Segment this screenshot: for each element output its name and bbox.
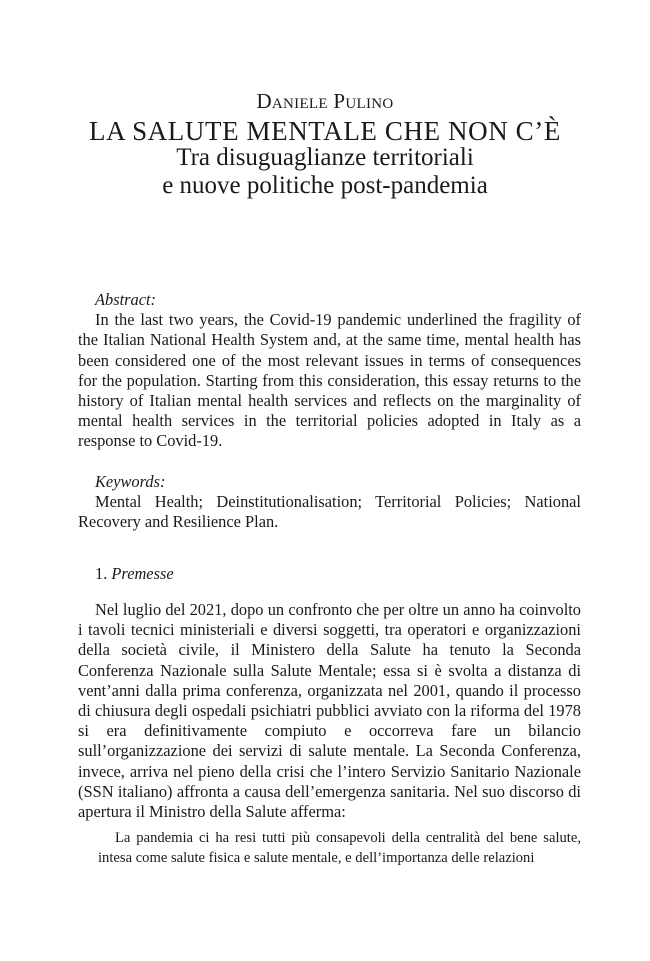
article-title: LA SALUTE MENTALE CHE NON C’È	[89, 116, 561, 146]
block-quote: La pandemia ci ha resi tutti più consapevoli della centralità del bene salute, intesa come salute fisica e salute mentale, e dell’importanza delle relazioni	[98, 830, 581, 866]
section-title: Premesse	[111, 564, 174, 583]
subtitle-line-1: Tra disuguaglianze territoriali	[176, 144, 474, 171]
keywords-label: Keywords:	[95, 472, 166, 491]
subtitle-line-2: e nuove politiche post-pandemia	[162, 172, 488, 199]
article-subtitle	[0, 144, 650, 200]
section-number: 1.	[95, 564, 108, 583]
section-heading	[95, 564, 174, 584]
author-name: Daniele Pulino	[256, 89, 394, 113]
body-paragraph: Nel luglio del 2021, dopo un confronto che per oltre un anno ha coinvolto i tavoli tecnici ministeriali e diversi soggetti, tra operatori e organizzazioni della società civile, il Ministero della Salute ha tenuto la Seconda Conferenza Nazionale sulla Salute Mentale; essa si è svolta a distanza di vent’anni dalla prima conferenza, organizzata nel 2001, quando il processo di chiusura degli ospedali psichiatri pubblici avviato con la riforma del 1978 si era definitivamente compiuto e occorreva fare un bilancio sull’organizzazione dei servizi di salute mentale. La Seconda Conferenza, invece, arriva nel pieno della crisi che l’intero Servizio Sanitario Nazionale (SSN italiano) affronta a causa dell’emergenza sanitaria. Nel suo discorso di apertura il Ministro della Salute afferma:	[78, 600, 581, 822]
abstract-section	[78, 290, 581, 452]
keywords-text: Mental Health; Deinstitutionalisation; Territorial Policies; National Recovery and Resilience Plan.	[78, 492, 581, 532]
keywords-section	[78, 472, 581, 533]
abstract-label: Abstract:	[95, 290, 157, 309]
body-section	[78, 600, 581, 822]
abstract-text: In the last two years, the Covid-19 pandemic underlined the fragility of the Italian National Health System and, at the same time, mental health has been considered one of the most relevant issues in terms of consequences for the population. Starting from this consideration, this essay returns to the history of Italian mental health services and reflects on the marginality of mental health services in the territorial policies adopted in Italy as a response to Covid-19.	[78, 310, 581, 451]
